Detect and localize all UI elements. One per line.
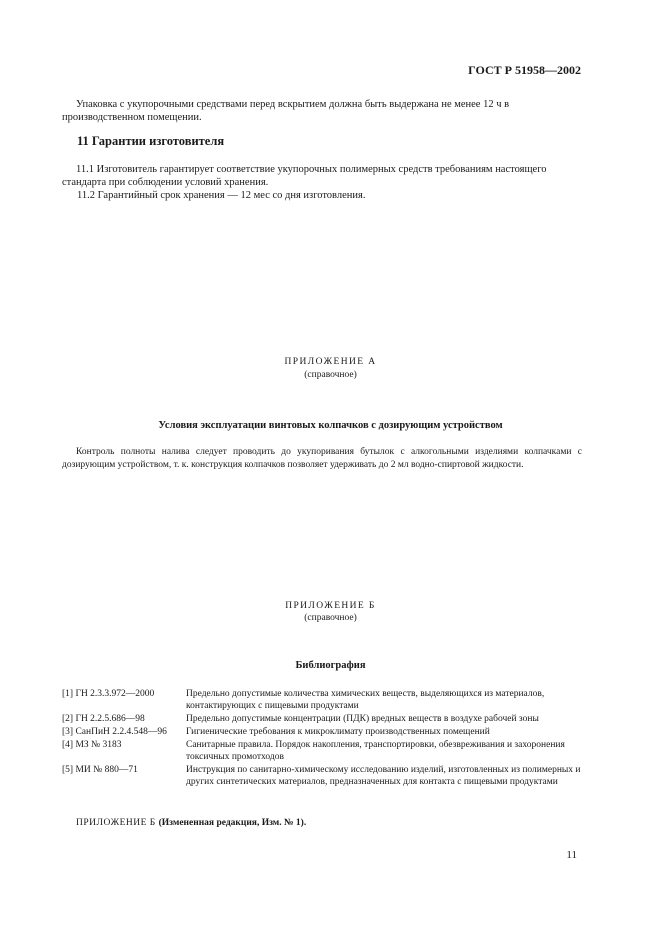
appendix-a-subtitle: (справочное) — [304, 370, 357, 380]
bibliography-ref: [5] МИ № 880—71 — [62, 765, 138, 775]
bibliography-desc: Предельно допустимые концентрации (ПДК) вредных веществ в воздухе рабочей зоны — [186, 714, 539, 724]
bibliography-entry — [62, 764, 587, 788]
section-11-heading: 11 Гарантии изготовителя — [77, 134, 225, 148]
bibliography-desc: Предельно допустимые количества химических веществ, выделяющихся из материалов, контактирующих с пищевыми продуктами — [186, 689, 545, 711]
page-number: 11 — [566, 849, 577, 861]
section-11-item-1: 11.1 Изготовитель гарантирует соответствие укупорочных полимерных средств требованиям настоящего стандарта при соблюдении условий хранения. — [62, 164, 547, 188]
appendix-a-body: Контроль полноты налива следует проводить до укупоривания бутылок с алкогольными изделиями колпачками с дозирующим устройством, т. к. конструкция колпачков позволяет удерживать до 2 мл водно-спиртовой жидкости. — [62, 447, 582, 470]
amendment-note-text: (Измененная редакция, Изм. № 1). — [158, 818, 307, 828]
appendix-a-title: ПРИЛОЖЕНИЕ А — [284, 357, 377, 367]
amendment-note — [76, 818, 306, 828]
bibliography-ref: [4] МЗ № 3183 — [62, 740, 122, 750]
appendix-b-subtitle: (справочное) — [304, 613, 357, 623]
section-11-item-2: 11.2 Гарантийный срок хранения — 12 мес со дня изготовления. — [77, 190, 366, 201]
bibliography-heading: Библиография — [295, 660, 366, 671]
standard-code: ГОСТ Р 51958—2002 — [468, 63, 581, 77]
intro-paragraph: Упаковка с укупорочными средствами перед вскрытием должна быть выдержана не менее 12 ч в производственном помещении. — [62, 99, 510, 123]
bibliography-entry — [62, 726, 587, 738]
amendment-note-label: ПРИЛОЖЕНИЕ Б — [76, 818, 156, 828]
bibliography-desc: Санитарные правила. Порядок накопления, транспортировки, обезвреживания и захоронения токсичных промотходов — [186, 740, 565, 762]
bibliography-entry — [62, 713, 587, 725]
bibliography-entry — [62, 739, 587, 763]
bibliography-desc: Гигиенические требования к микроклимату производственных помещений — [186, 727, 490, 737]
bibliography-list — [62, 688, 587, 789]
bibliography-ref: [2] ГН 2.2.5.686—98 — [62, 714, 145, 724]
bibliography-desc: Инструкция по санитарно-химическому исследованию изделий, изготовленных из полимерных и других синтетических материалов, предназначенных для контакта с пищевыми продуктами — [186, 765, 581, 787]
bibliography-ref: [1] ГН 2.3.3.972—2000 — [62, 689, 155, 699]
bibliography-entry — [62, 688, 587, 712]
appendix-a-heading: Условия эксплуатации винтовых колпачков с дозирующим устройством — [158, 420, 503, 431]
bibliography-ref: [3] СанПиН 2.2.4.548—96 — [62, 727, 167, 737]
appendix-b-title: ПРИЛОЖЕНИЕ Б — [285, 601, 376, 611]
